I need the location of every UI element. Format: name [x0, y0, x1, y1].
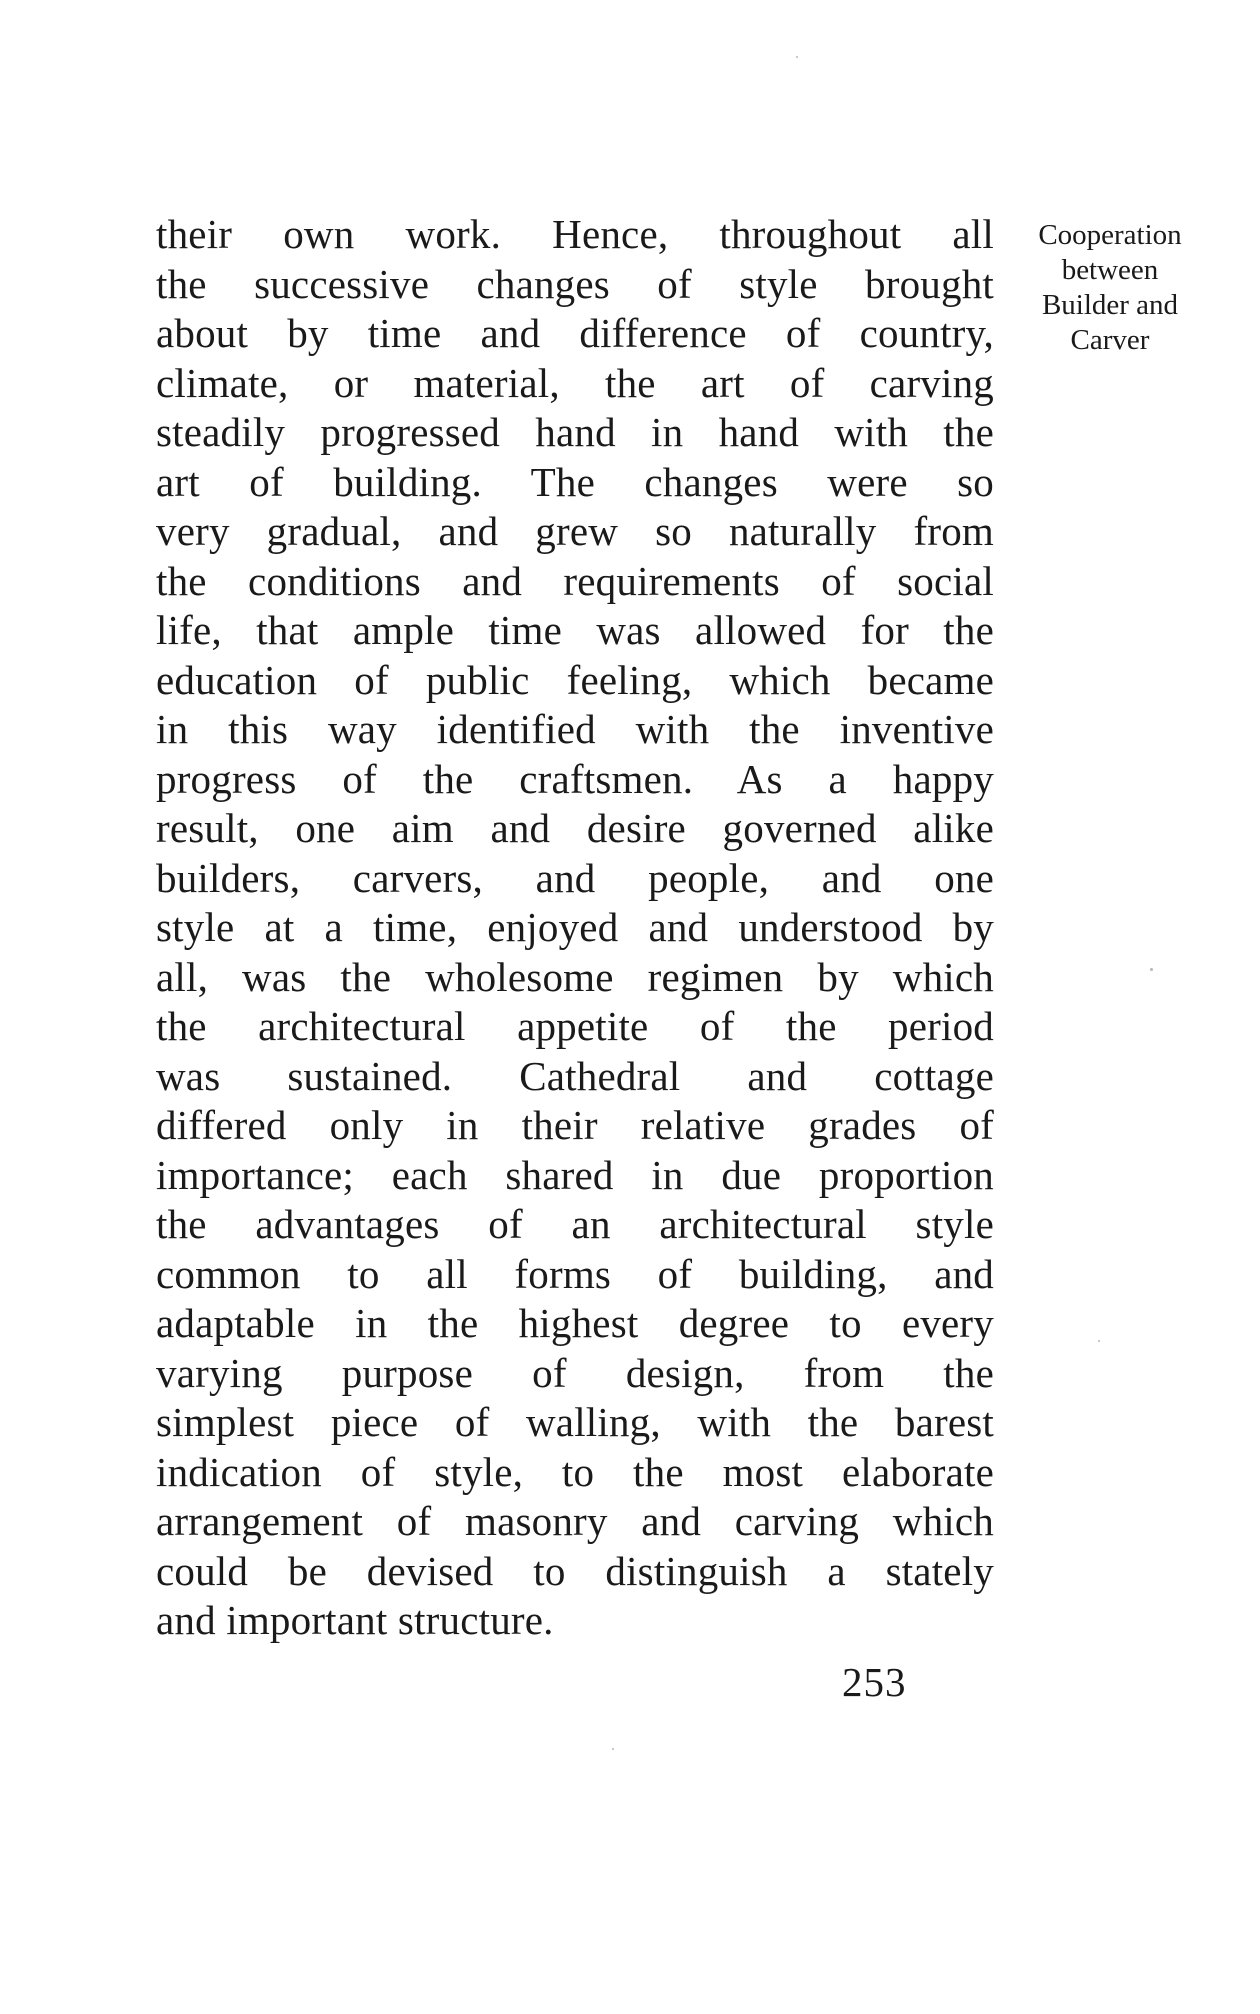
text-line: the successive changes of style brought: [156, 260, 994, 307]
scan-speck: [796, 56, 798, 58]
text-line: builders, carvers, and people, and one: [156, 854, 994, 901]
text-line: very gradual, and grew so naturally from: [156, 508, 994, 554]
text-line: all, was the wholesome regimen by which: [156, 953, 994, 1000]
text-line: about by time and difference of country,: [156, 310, 994, 356]
text-line: common to all forms of building, and: [156, 1250, 994, 1297]
sidenote-line: Builder and: [1041, 289, 1179, 321]
text-line: life, that ample time was allowed for the: [156, 607, 994, 653]
text-line: importance; each shared in due proportion: [156, 1151, 994, 1198]
text-line: was sustained. Cathedral and cottage: [156, 1052, 994, 1099]
text-line: simplest piece of walling, with the barest: [156, 1399, 994, 1445]
text-line: differed only in their relative grades of: [156, 1102, 994, 1148]
text-line: adaptable in the highest degree to every: [156, 1300, 994, 1346]
scan-speck: [612, 1748, 614, 1750]
sidenote-line: between: [1061, 254, 1159, 286]
text-line: result, one aim and desire governed alike: [156, 805, 994, 851]
text-line: the conditions and requirements of social: [156, 557, 994, 604]
text-line: climate, or material, the art of carving: [156, 359, 994, 406]
text-line: and important structure.: [156, 1597, 554, 1643]
text-line: steadily progressed hand in hand with the: [156, 409, 994, 455]
scan-speck: [1098, 1340, 1100, 1342]
text-line: could be devised to distinguish a stately: [156, 1547, 994, 1594]
text-line: their own work. Hence, throughout all: [156, 211, 994, 257]
text-line: the architectural appetite of the period: [156, 1003, 994, 1049]
text-line: indication of style, to the most elaborate: [156, 1448, 994, 1495]
text-line: art of building. The changes were so: [156, 458, 994, 505]
text-line: in this way identified with the inventive: [156, 706, 994, 752]
sidenote-line: Cooperation: [1038, 219, 1182, 251]
scan-speck: [1150, 968, 1153, 971]
marginal-sidenote: [1010, 218, 1210, 358]
text-line: varying purpose of design, from the: [156, 1349, 994, 1396]
body-paragraph: [156, 210, 994, 1646]
page-number: 253: [842, 1659, 907, 1705]
text-line: the advantages of an architectural style: [156, 1201, 994, 1247]
text-line: style at a time, enjoyed and understood by: [156, 904, 994, 950]
sidenote-line: Carver: [1070, 324, 1150, 356]
text-line: progress of the craftsmen. As a happy: [156, 755, 994, 802]
text-line: education of public feeling, which became: [156, 656, 994, 703]
text-line: arrangement of masonry and carving which: [156, 1498, 994, 1544]
